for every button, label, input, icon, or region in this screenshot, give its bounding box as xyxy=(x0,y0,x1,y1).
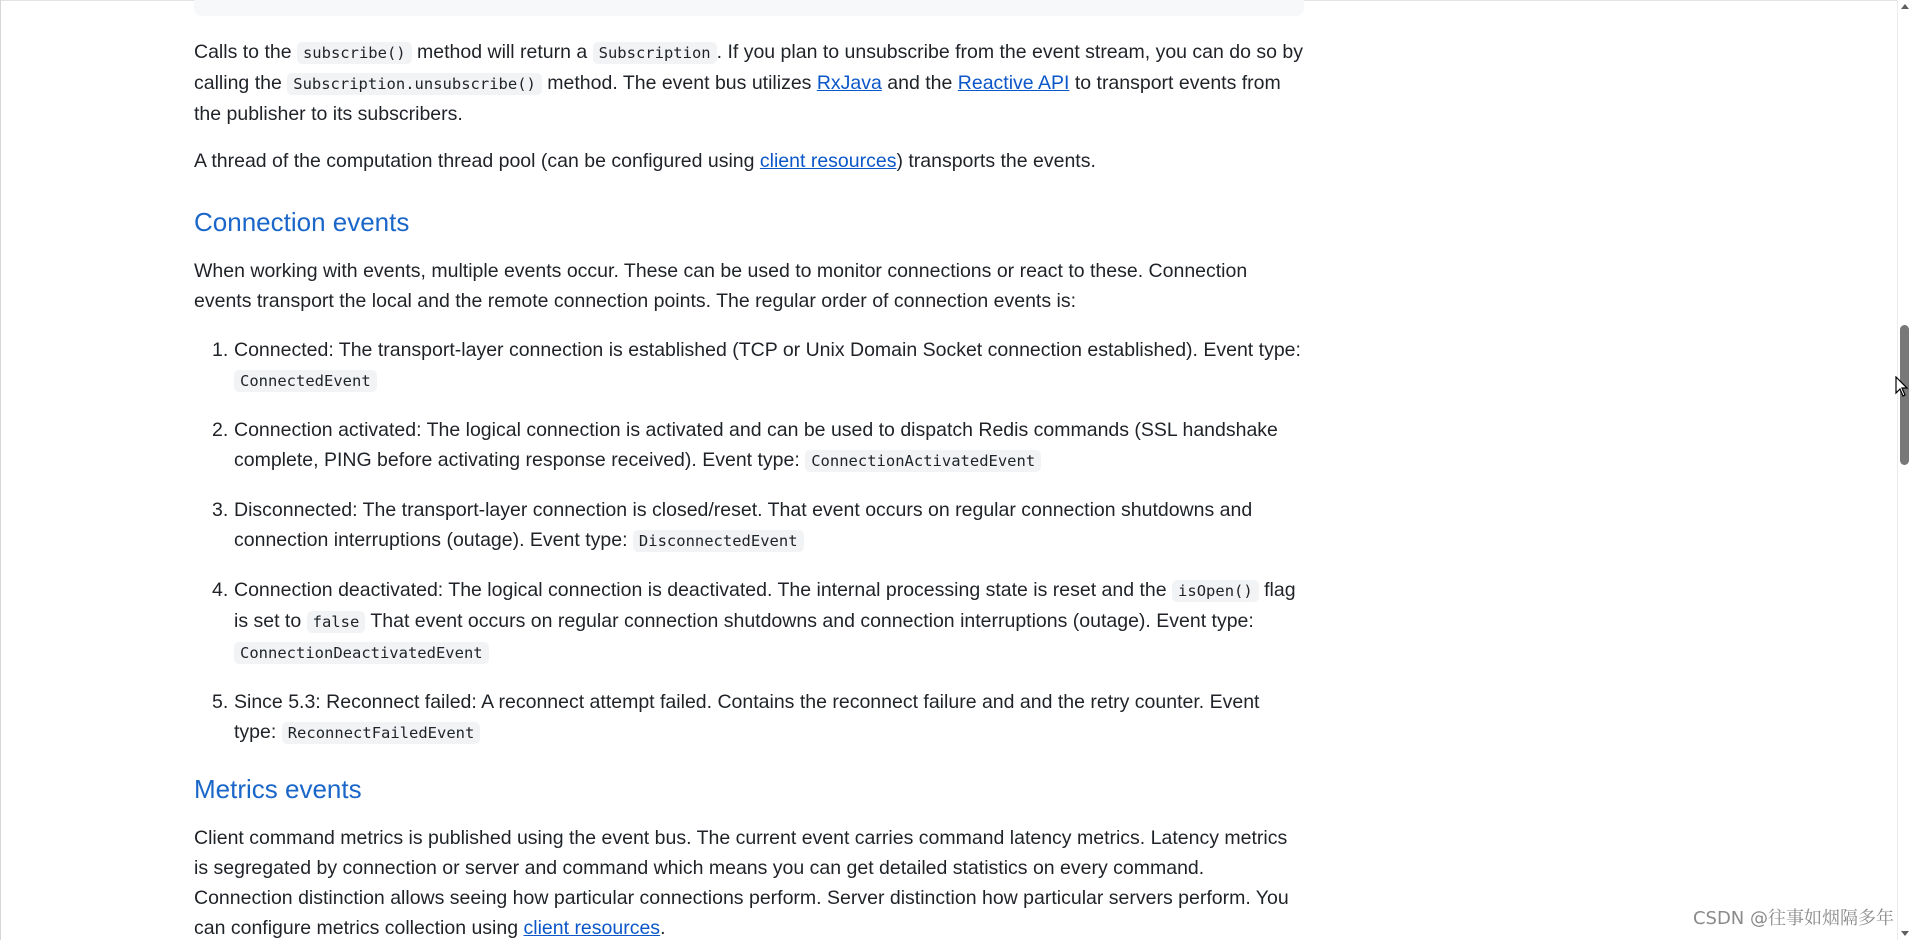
code-subscription: Subscription xyxy=(593,42,717,64)
list-item-text: Since 5.3: Reconnect failed: A reconnect attempt failed. Contains the reconnect failure and and the retry counter. Event type: xyxy=(234,691,1260,743)
list-item-text: flag is set to xyxy=(234,579,1296,632)
heading-connection-events[interactable]: Connection events xyxy=(194,207,410,237)
link-rxjava[interactable]: RxJava xyxy=(816,72,882,94)
code-connection-deactivated-event: ConnectionDeactivatedEvent xyxy=(234,642,489,664)
text: A thread of the computation thread pool (can be configured using xyxy=(194,150,760,172)
link-client-resources[interactable]: client resources xyxy=(759,150,897,172)
text: Calls to the xyxy=(194,41,297,63)
list-item-text: Connected: The transport-layer connection is established (TCP or Unix Domain Socket connection established). Event type: xyxy=(234,339,1301,361)
list-item xyxy=(212,335,1304,396)
code-block-end xyxy=(194,0,1304,16)
list-item-text: Connection deactivated: The logical connection is deactivated. The internal processing state is reset and the xyxy=(234,579,1173,601)
list-number: 1. xyxy=(212,339,229,361)
text: . If you plan to unsubscribe from the event stream, you can do so by calling the xyxy=(194,41,1304,94)
list-item xyxy=(212,495,1304,556)
list-item xyxy=(212,415,1304,476)
code-is-open: isOpen() xyxy=(1172,580,1259,602)
code-false: false xyxy=(307,611,366,633)
list-number: 3. xyxy=(212,499,229,521)
text: and the xyxy=(881,72,958,94)
text: . xyxy=(660,917,666,939)
scroll-up-arrow-icon[interactable] xyxy=(1901,4,1909,9)
text: method. The event bus utilizes xyxy=(541,72,817,94)
intro-paragraph-thread-pool xyxy=(194,146,1304,176)
scroll-down-arrow-icon[interactable] xyxy=(1901,931,1909,936)
code-connected-event: ConnectedEvent xyxy=(234,370,377,392)
text: to transport events from the publisher to its subscribers. xyxy=(194,72,1281,125)
list-item-text: Connection activated: The logical connection is activated and can be used to dispatch Redis commands (SSL handshake complete, PING before activating response received). Event type: xyxy=(234,419,1278,471)
list-number: 5. xyxy=(212,691,229,713)
text: ) transports the events. xyxy=(896,150,1096,172)
heading-metrics-events[interactable]: Metrics events xyxy=(194,774,362,804)
link-reactive-api[interactable]: Reactive API xyxy=(957,72,1070,94)
vertical-scrollbar[interactable] xyxy=(1897,0,1912,940)
code-subscribe: subscribe() xyxy=(297,42,412,64)
list-item-text: That event occurs on regular connection shutdowns and connection interruptions (outage). Event type: xyxy=(365,610,1254,632)
text: Client command metrics is published using the event bus. The current event carries command latency metrics. Latency metrics is segregated by connection or server and command which means you can get detailed statistics on every command. Connection distinction allows seeing how particular connections perform. Server distinction how particular servers perform. You can configure metrics collection using xyxy=(194,827,1289,939)
link-client-resources-metrics[interactable]: client resources xyxy=(523,917,661,939)
text: method will return a xyxy=(411,41,593,63)
list-number: 4. xyxy=(212,579,229,601)
intro-paragraph-subscribe xyxy=(194,37,1304,129)
connection-events-list xyxy=(194,335,1304,767)
connection-events-intro: When working with events, multiple events occur. These can be used to monitor connections or react to these. Connection events transport the local and the remote connection points. The regular order of connection events is: xyxy=(194,260,1248,312)
code-connection-activated-event: ConnectionActivatedEvent xyxy=(805,450,1041,472)
list-number: 2. xyxy=(212,419,229,441)
csdn-watermark: CSDN @往事如烟隔多年 xyxy=(1692,908,1894,929)
list-item xyxy=(212,575,1304,668)
list-item-text: Disconnected: The transport-layer connection is closed/reset. That event occurs on regular connection shutdowns and connection interruptions (outage). Event type: xyxy=(234,499,1253,551)
metrics-events-paragraph xyxy=(194,823,1304,943)
code-unsubscribe: Subscription.unsubscribe() xyxy=(287,73,542,95)
code-reconnect-failed-event: ReconnectFailedEvent xyxy=(282,722,481,744)
code-disconnected-event: DisconnectedEvent xyxy=(633,530,804,552)
window-left-border xyxy=(0,0,1,940)
mouse-cursor-icon xyxy=(1895,376,1909,398)
list-item xyxy=(212,687,1304,748)
